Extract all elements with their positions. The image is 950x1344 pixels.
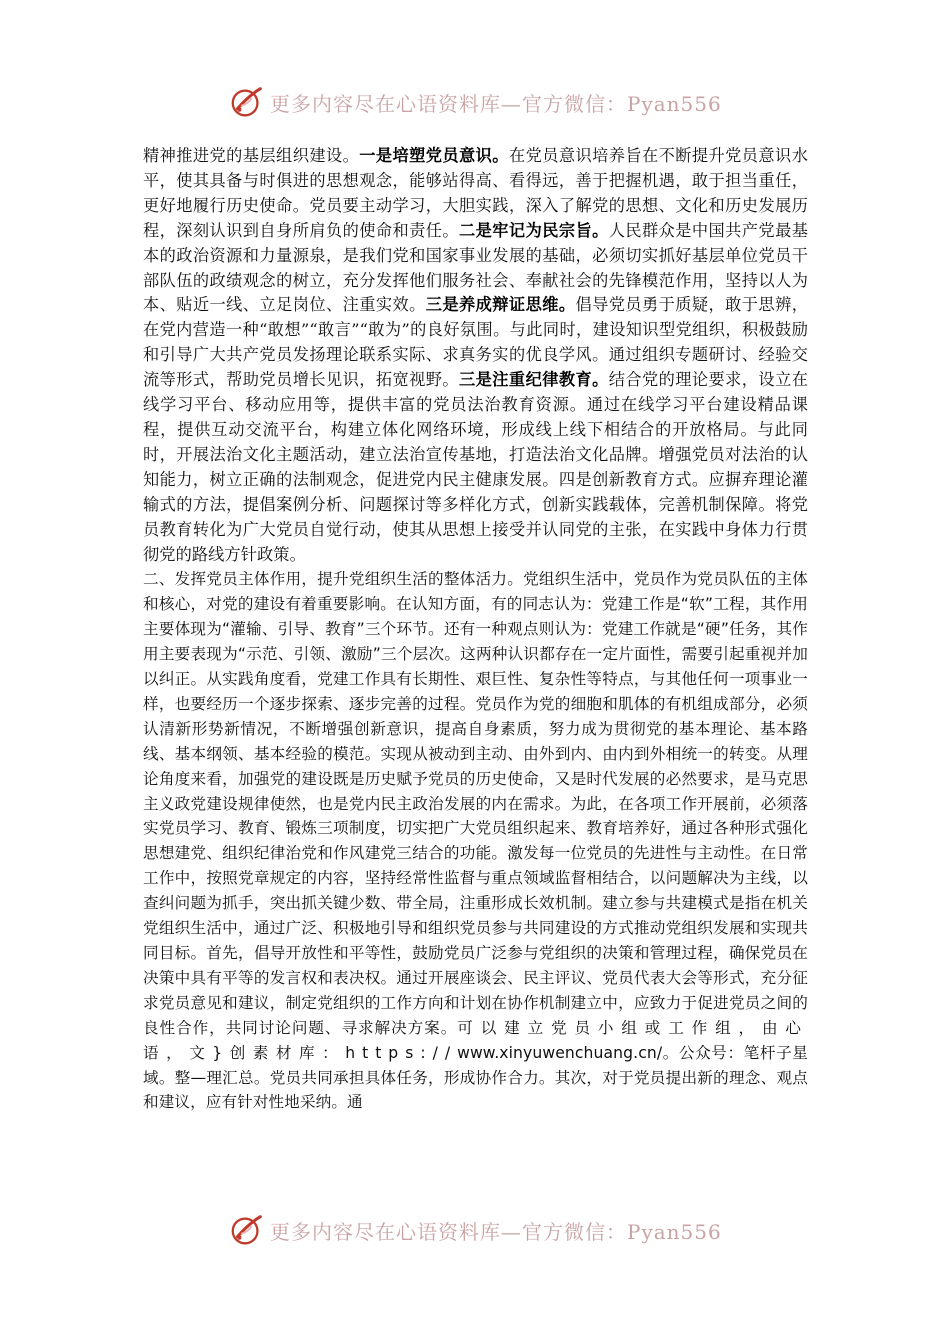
text-run: www.xinyuwenchuang.cn/。公众号：笔杆子星域。整—理汇总。党员共同承担具体任务，形成协作合力。其次，对于党员提出新的理念、观点和建议，应有针对性地采纳。通 — [143, 1043, 808, 1112]
text-run: 二、发挥党员主体作用，提升党组织生活的整体活力。党组织生活中，党员作为党员队伍的主体和核心，对党的建设有着重要影响。在认知方面，有的同志认为：党建工作是“软”工程，其作用主要体现为“灌输、引导、教育”三个环节。还有一种观点则认为：党建工作就是“硬”任务，其作用主要表现为“示范、引领、激励”三个层次。这两种认识都存在一定片面性，需要引起重视并加以纠正。从实践角度看，党建工作具有长期性、艰巨性、复杂性等特点，与其他任何一项事业一样，也要经历一个逐步探索、逐步完善的过程。党员作为党的细胞和肌体的有机组成部分，必须认清新形势新情况，不断增强创新意识，提高自身素质，努力成为贯彻党的基本理论、基本路线、基本纲领、基本经验的模范。实现从被动到主动、由外到内、由内到外相统一的转变。从理论角度来看，加强党的建设既是历史赋予党员的历史使命，又是时代发展的必然要求，是马克思主义政党建设规律使然，也是党内民主政治发展的内在需求。为此，在各项工作开展前，必须落实党员学习、教育、锻炼三项制度，切实把广大党员组织起来、教育培养好，通过各种形式强化思想建党、组织纪律治党和作风建党三结合的功能。激发每一位党员的先进性与主动性。在日常工作中，按照党章规定的内容，坚持经常性监督与重点领域监督相结合，以问题解决为主线，以查纠问题为抓手，突出抓关键少数、带全局，注重形成长效机制。建立参与共建模式是指在机关党组织生活中，通过广泛、积极地引导和组织党员参与共同建设的方式推动党组织发展和实现共同目标。首先，倡导开放性和平等性，鼓励党员广泛参与党组织的决策和管理过程，确保党员在决策中具有平等的发言权和表决权。通过开展座谈会、民主评议、党员代表大会等形式，充分征求党员意见和建议，制定党组织的工作方向和计划在协作机制建立中，应致力于促进党员之间的良性合作，共同讨论问题、寻求解决方案。 — [143, 570, 808, 1037]
text-run: 在党员意识培养旨在不断提升党员意识水平，使其具备与时俱进的思想观念，能够站得高、看得远，善于把握机遇，敢于担当重任，更好地履行历史使命。党员要主动学习，大胆实践，深入了解党的思想、文化和历史发展历程，深刻认识到自身所肩负的使命和责任。 — [143, 146, 808, 240]
footer-watermark-text: 更多内容尽在心语资料库—官方微信：Pyan556 — [270, 1219, 722, 1244]
text-run: 可以建立党员小组或工作组，由心语，文}创素材库：https:// — [143, 1018, 808, 1062]
brush-logo-icon — [228, 1211, 266, 1249]
header-watermark — [228, 82, 728, 122]
text-run: 结合党的理论要求，设立在线学习平台、移动应用等，提供丰富的党员法治教育资源。通过在线学习平台建设精品课程，提供互动交流平台，构建立体化网络环境，形成线上线下相结合的开放格局。与此同时，开展法治文化主题活动，建立法治宣传基地，打造法治文化品牌。增强党员对法治的认知能力，树立正确的法制观念，促进党内民主健康发展。四是创新教育方式。应摒弃理论灌输式的方法，提倡案例分析、问题探讨等多样化方式，创新实践载体，完善机制保障。将党员教育转化为广大党员自觉行动，使其从思想上接受并认同党的主张，在实践中身体力行贯彻党的路线方针政策。 — [143, 370, 808, 564]
header-watermark-text: 更多内容尽在心语资料库—官方微信：Pyan556 — [270, 91, 722, 116]
text-run: 人民群众是中国共产党最基本的政治资源和力量源泉，是我们党和国家事业发展的基础，必须切实抓好基层单位党员干部队伍的政绩观念的树立，充分发挥他们服务社会、奉献社会的先锋模范作用，坚持以人为本、贴近一线、立足岗位、注重实效。 — [143, 220, 808, 315]
bold-heading: 三是养成辩证思维。 — [425, 295, 576, 315]
text-run: 倡导党员勇于质疑，敢于思辨，在党内营造一种“敢想”“敢言”“敢为”的良好氛围。与此同时，建设知识型党组织，积极鼓励和引导广大共产党员发扬理论联系实际、求真务实的优良学风。通过组织专题研讨、经验交流等形式，帮助党员增长见识，拓宽视野。 — [143, 295, 808, 390]
brush-logo-icon — [228, 83, 266, 121]
bold-heading: 二是牢记为民宗旨。 — [459, 220, 609, 240]
document-body — [143, 144, 808, 1115]
paragraph-1 — [143, 144, 808, 567]
footer-watermark — [228, 1210, 728, 1250]
text-run: 精神推进党的基层组织建设。 — [143, 146, 360, 165]
bold-heading: 三是注重纪律教育。 — [459, 370, 609, 390]
paragraph-2 — [143, 567, 808, 1115]
bold-heading: 一是培塑党员意识。 — [359, 146, 509, 165]
